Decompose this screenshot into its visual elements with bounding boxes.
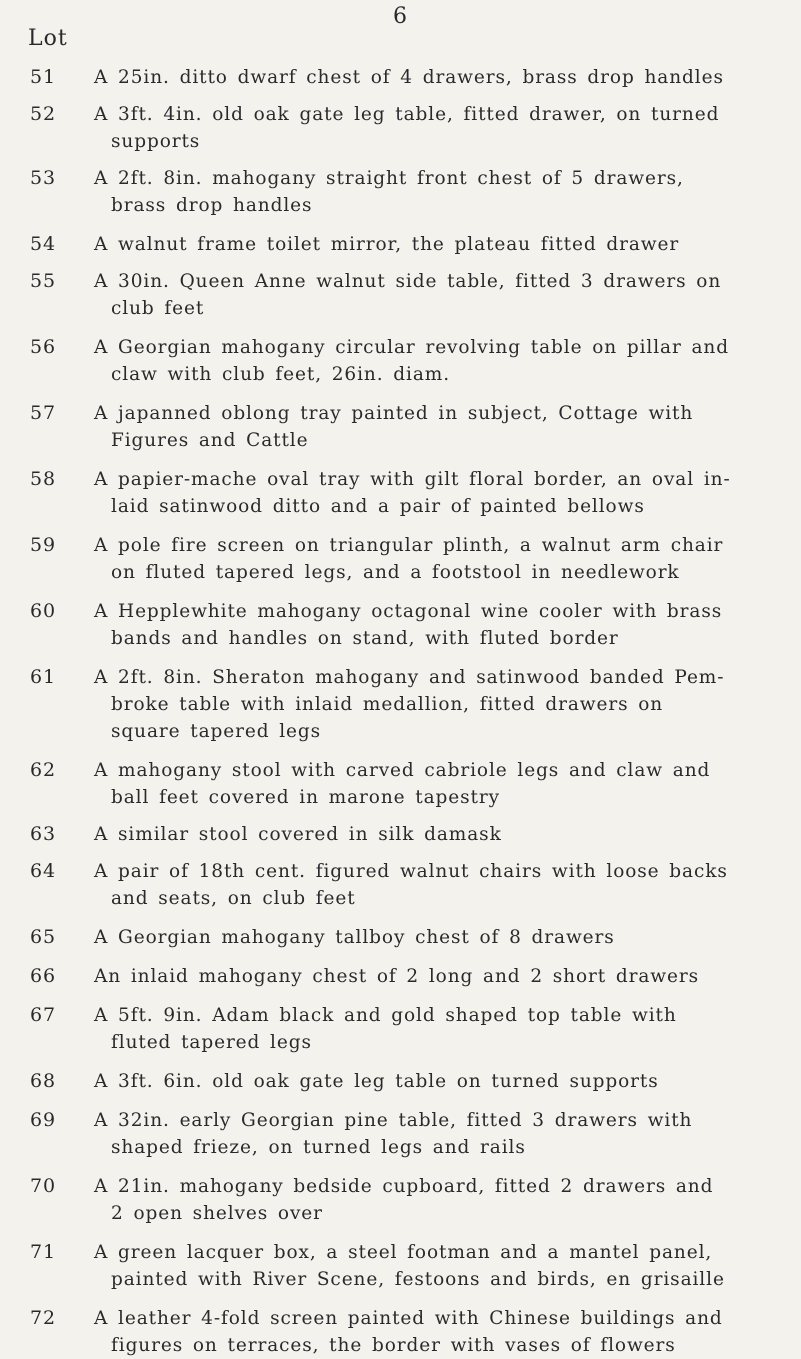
- description-continuation-line: ball feet covered in marone tapestry: [111, 787, 500, 808]
- lot-description: [94, 1305, 784, 1359]
- lot-description: [94, 532, 784, 586]
- lot-entry: [0, 400, 801, 454]
- description-line: A 2ft. 8in. Sheraton mahogany and satinwood banded Pem-: [94, 667, 725, 688]
- description-continuation-line: laid satinwood ditto and a pair of painted bellows: [111, 496, 645, 517]
- description-continuation-line: broke table with inlaid medallion, fitted drawers on: [111, 694, 664, 715]
- lot-description: [94, 1068, 784, 1095]
- lot-entry: [0, 231, 801, 258]
- lot-entry: [0, 821, 801, 848]
- lot-description: [94, 598, 784, 652]
- description-continuation-line: brass drop handles: [111, 195, 313, 216]
- lot-number: 68: [30, 1070, 56, 1092]
- lot-description: [94, 1173, 784, 1227]
- description-continuation-line: on fluted tapered legs, and a footstool in needlework: [111, 562, 680, 583]
- description-line: A 30in. Queen Anne walnut side table, fitted 3 drawers on: [94, 271, 722, 292]
- lot-description: [94, 1002, 784, 1056]
- lot-entry: [0, 664, 801, 745]
- lot-description: [94, 664, 784, 745]
- description-line: A pair of 18th cent. figured walnut chairs with loose backs: [94, 861, 728, 882]
- description-continuation-line: Figures and Cattle: [111, 430, 309, 451]
- lot-number: 64: [30, 860, 56, 882]
- description-line: A green lacquer box, a steel footman and a mantel panel,: [94, 1242, 713, 1263]
- description-line: A 25in. ditto dwarf chest of 4 drawers, brass drop handles: [94, 67, 724, 88]
- lot-number: 70: [30, 1175, 56, 1197]
- lot-description: [94, 858, 784, 912]
- lot-description: [94, 963, 784, 990]
- lot-number: 67: [30, 1004, 56, 1026]
- description-line: A 32in. early Georgian pine table, fitted 3 drawers with: [94, 1110, 693, 1131]
- description-line: A 5ft. 9in. Adam black and gold shaped top table with: [94, 1005, 677, 1026]
- lot-entry: [0, 466, 801, 520]
- description-line: A 3ft. 4in. old oak gate leg table, fitted drawer, on turned: [94, 104, 720, 125]
- lot-description: [94, 231, 784, 258]
- lot-number: 69: [30, 1109, 56, 1131]
- lot-description: [94, 821, 784, 848]
- description-continuation-line: figures on terraces, the border with vases of flowers: [111, 1335, 676, 1356]
- lot-entry: [0, 64, 801, 91]
- lot-description: [94, 1107, 784, 1161]
- lot-number: 71: [30, 1241, 56, 1263]
- description-line: A mahogany stool with carved cabriole legs and claw and: [94, 760, 711, 781]
- lot-description: [94, 101, 784, 155]
- lot-description: [94, 400, 784, 454]
- description-line: A japanned oblong tray painted in subject, Cottage with: [94, 403, 694, 424]
- lot-entry: [0, 598, 801, 652]
- description-line: A 2ft. 8in. mahogany straight front chest of 5 drawers,: [94, 168, 684, 189]
- description-line: A Georgian mahogany circular revolving table on pillar and: [94, 337, 729, 358]
- description-line: A 21in. mahogany bedside cupboard, fitted 2 drawers and: [94, 1176, 714, 1197]
- lot-number: 61: [30, 666, 56, 688]
- description-continuation-line: shaped frieze, on turned legs and rails: [111, 1137, 526, 1158]
- lot-number: 55: [30, 270, 56, 292]
- lot-description: [94, 334, 784, 388]
- description-continuation-line: 2 open shelves over: [111, 1203, 323, 1224]
- lot-number: 53: [30, 167, 56, 189]
- lot-description: [94, 757, 784, 811]
- lot-number: 72: [30, 1307, 56, 1329]
- lot-number: 56: [30, 336, 56, 358]
- description-continuation-line: bands and handles on stand, with fluted border: [111, 628, 619, 649]
- description-line: A 3ft. 6in. old oak gate leg table on turned supports: [94, 1071, 659, 1092]
- description-line: A Hepplewhite mahogany octagonal wine cooler with brass: [94, 601, 723, 622]
- description-line: A walnut frame toilet mirror, the plateau fitted drawer: [94, 234, 680, 255]
- description-continuation-line: painted with River Scene, festoons and birds, en grisaille: [111, 1269, 725, 1290]
- description-line: A pole fire screen on triangular plinth, a walnut arm chair: [94, 535, 724, 556]
- lot-number: 62: [30, 759, 56, 781]
- description-line: A leather 4-fold screen painted with Chinese buildings and: [94, 1308, 723, 1329]
- description-line: A similar stool covered in silk damask: [94, 824, 502, 845]
- lot-entry: [0, 1068, 801, 1095]
- description-line: A Georgian mahogany tallboy chest of 8 drawers: [94, 927, 615, 948]
- lot-description: [94, 924, 784, 951]
- lot-number: 60: [30, 600, 56, 622]
- lot-entry: [0, 1173, 801, 1227]
- lot-entry: [0, 532, 801, 586]
- lot-number: 57: [30, 402, 56, 424]
- description-continuation-line: square tapered legs: [111, 721, 322, 742]
- lot-entry: [0, 858, 801, 912]
- lot-entry: [0, 165, 801, 219]
- lot-number: 59: [30, 534, 56, 556]
- lot-description: [94, 268, 784, 322]
- lot-description: [94, 64, 784, 91]
- description-continuation-line: club feet: [111, 298, 205, 319]
- lot-entry: [0, 924, 801, 951]
- lot-number: 52: [30, 103, 56, 125]
- description-continuation-line: fluted tapered legs: [111, 1032, 312, 1053]
- lot-number: 58: [30, 468, 56, 490]
- page-number: 6: [393, 4, 408, 29]
- lot-entry: [0, 757, 801, 811]
- lot-description: [94, 466, 784, 520]
- description-continuation-line: and seats, on club feet: [111, 888, 356, 909]
- lot-column-header: Lot: [28, 26, 68, 51]
- lot-number: 65: [30, 926, 56, 948]
- lot-list: [0, 64, 801, 1359]
- description-line: An inlaid mahogany chest of 2 long and 2 short drawers: [94, 966, 700, 987]
- lot-entry: [0, 334, 801, 388]
- lot-description: [94, 1239, 784, 1293]
- lot-description: [94, 165, 784, 219]
- lot-entry: [0, 1239, 801, 1293]
- lot-entry: [0, 1305, 801, 1359]
- lot-entry: [0, 268, 801, 322]
- lot-entry: [0, 963, 801, 990]
- lot-number: 54: [30, 233, 56, 255]
- lot-number: 51: [30, 66, 56, 88]
- description-line: A papier-mache oval tray with gilt floral border, an oval in-: [94, 469, 731, 490]
- lot-number: 66: [30, 965, 56, 987]
- lot-entry: [0, 1002, 801, 1056]
- description-continuation-line: claw with club feet, 26in. diam.: [111, 364, 451, 385]
- lot-entry: [0, 101, 801, 155]
- description-continuation-line: supports: [111, 131, 201, 152]
- lot-entry: [0, 1107, 801, 1161]
- lot-number: 63: [30, 823, 56, 845]
